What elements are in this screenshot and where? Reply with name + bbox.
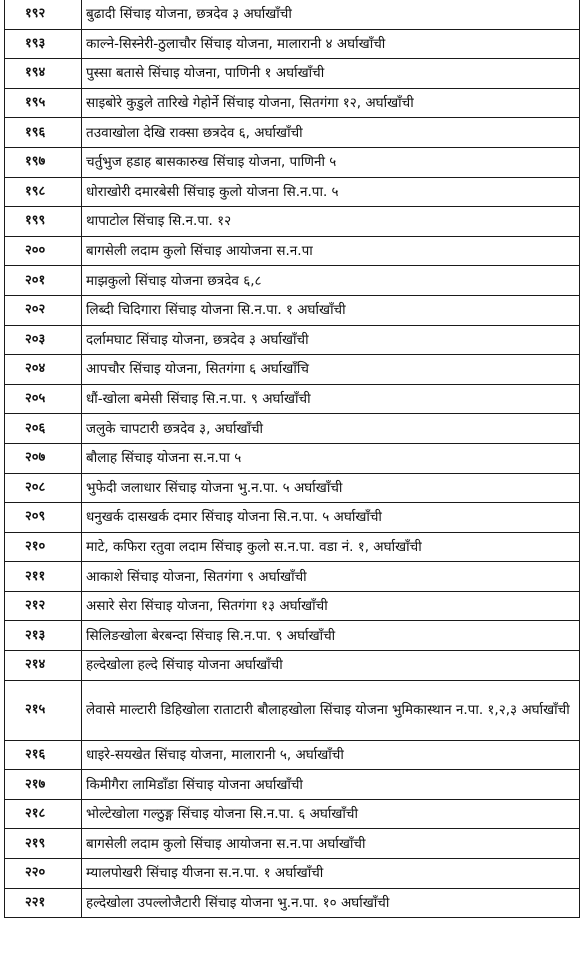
table-row	[5, 503, 580, 533]
table-row	[5, 295, 580, 325]
project-name-cell: चर्तुभुज हडाह बासकारुख सिंचाइ योजना, पाणिनी ५	[82, 147, 580, 177]
project-name-cell: लेवासे माल्टारी डिहिखोला राताटारी बौलाहखोला सिंचाइ योजना भुमिकास्थान न.पा. १,२,३ अर्घाखाँची	[82, 680, 580, 740]
serial-number-cell: २०२	[5, 295, 82, 325]
table-row	[5, 414, 580, 444]
table-row	[5, 266, 580, 296]
serial-number-cell: २१७	[5, 770, 82, 800]
table-row	[5, 799, 580, 829]
table-row	[5, 384, 580, 414]
serial-number-cell: १९६	[5, 118, 82, 148]
table-row	[5, 118, 580, 148]
project-name-cell: भोल्टेखोला गल्ठुङ्ग सिंचाइ योजना सि.न.पा. ६ अर्घाखाँची	[82, 799, 580, 829]
project-name-cell: माझकुलो सिंचाइ योजना छत्रदेव ६,८	[82, 266, 580, 296]
serial-number-cell: २११	[5, 562, 82, 592]
table-row	[5, 532, 580, 562]
serial-number-cell: २१५	[5, 680, 82, 740]
project-name-cell: धौं-खोला बमेसी सिंचाइ सि.न.पा. ९ अर्घाखाँची	[82, 384, 580, 414]
table-row	[5, 0, 580, 29]
table-row	[5, 651, 580, 681]
project-name-cell: आपचौर सिंचाइ योजना, सितगंगा ६ अर्घाखाँचि	[82, 355, 580, 385]
project-name-cell: म्यालपोखरी सिंचाइ यीजना स.न.पा. १ अर्घाखाँची	[82, 859, 580, 889]
table-row	[5, 207, 580, 237]
project-name-cell: काल्ने-सिस्नेरी-ठुलाचौर सिंचाइ योजना, मालारानी ४ अर्घाखाँची	[82, 29, 580, 59]
serial-number-cell: २०४	[5, 355, 82, 385]
serial-number-cell: २०६	[5, 414, 82, 444]
serial-number-cell: २०८	[5, 473, 82, 503]
project-name-cell: हल्देखोला हल्दे सिंचाइ योजना अर्घाखाँची	[82, 651, 580, 681]
serial-number-cell: २१८	[5, 799, 82, 829]
table-row	[5, 621, 580, 651]
table-row	[5, 177, 580, 207]
project-name-cell: धाइरे-सयखेत सिंचाइ योजना, मालारानी ५, अर्घाखाँची	[82, 740, 580, 770]
serial-number-cell: २०३	[5, 325, 82, 355]
serial-number-cell: १९९	[5, 207, 82, 237]
serial-number-cell: २१३	[5, 621, 82, 651]
table-row	[5, 591, 580, 621]
table-row	[5, 859, 580, 889]
serial-number-cell: २१०	[5, 532, 82, 562]
serial-number-cell: १९८	[5, 177, 82, 207]
project-name-cell: बौलाह सिंचाइ योजना स.न.पा ५	[82, 443, 580, 473]
project-name-cell: बागसेली लदाम कुलो सिंचाइ आयोजना स.न.पा अर्घाखाँची	[82, 829, 580, 859]
project-name-cell: भुफेदी जलाधार सिंचाइ योजना भु.न.पा. ५ अर्घाखाँची	[82, 473, 580, 503]
table-row	[5, 443, 580, 473]
project-name-cell: लिब्दी चिदिगारा सिंचाइ योजना सि.न.पा. १ अर्घाखाँची	[82, 295, 580, 325]
table-row	[5, 562, 580, 592]
serial-number-cell: १९२	[5, 0, 82, 29]
serial-number-cell: १९४	[5, 59, 82, 89]
project-name-cell: दर्लामघाट सिंचाइ योजना, छत्रदेव ३ अर्घाखाँची	[82, 325, 580, 355]
table-row	[5, 888, 580, 918]
serial-number-cell: २०५	[5, 384, 82, 414]
serial-number-cell: २१६	[5, 740, 82, 770]
table-row	[5, 740, 580, 770]
project-name-cell: माटे, कफिरा रतुवा लदाम सिंचाइ कुलो स.न.पा. वडा नं. १, अर्घाखाँची	[82, 532, 580, 562]
project-name-cell: धोराखोरी दमारबेसी सिंचाइ कुलो योजना सि.न.पा. ५	[82, 177, 580, 207]
serial-number-cell: १९३	[5, 29, 82, 59]
serial-number-cell: २०९	[5, 503, 82, 533]
table-row	[5, 325, 580, 355]
irrigation-project-table	[4, 0, 580, 918]
project-name-cell: बुढादी सिंचाइ योजना, छत्रदेव ३ अर्घाखाँची	[82, 0, 580, 29]
project-name-cell: जलुके चापटारी छत्रदेव ३, अर्घाखाँची	[82, 414, 580, 444]
serial-number-cell: १९५	[5, 88, 82, 118]
table-row	[5, 147, 580, 177]
project-name-cell: आकाशे सिंचाइ योजना, सितगंगा ९ अर्घाखाँची	[82, 562, 580, 592]
table-row	[5, 88, 580, 118]
project-name-cell: थापाटोल सिंचाइ सि.न.पा. १२	[82, 207, 580, 237]
project-name-cell: बागसेली लदाम कुलो सिंचाइ आयोजना स.न.पा	[82, 236, 580, 266]
table-row	[5, 829, 580, 859]
table-row	[5, 770, 580, 800]
project-name-cell: धनुखर्क दासखर्क दमार सिंचाइ योजना सि.न.पा. ५ अर्घाखाँची	[82, 503, 580, 533]
project-name-cell: सिलिङखोला बेरबन्दा सिंचाइ सि.न.पा. ९ अर्घाखाँची	[82, 621, 580, 651]
table-row	[5, 59, 580, 89]
serial-number-cell: २१४	[5, 651, 82, 681]
project-name-cell: असारे सेरा सिंचाइ योजना, सितगंगा १३ अर्घाखाँची	[82, 591, 580, 621]
serial-number-cell: २२०	[5, 859, 82, 889]
table-row	[5, 355, 580, 385]
project-name-cell: तउवाखोला देखि राक्सा छत्रदेव ६, अर्घाखाँची	[82, 118, 580, 148]
serial-number-cell: २०७	[5, 443, 82, 473]
project-name-cell: पुस्सा बतासे सिंचाइ योजना, पाणिनी १ अर्घाखाँची	[82, 59, 580, 89]
serial-number-cell: २००	[5, 236, 82, 266]
project-name-cell: किमीगैरा लामिडाँडा सिंचाइ योजना अर्घाखाँची	[82, 770, 580, 800]
table-row	[5, 29, 580, 59]
table-row	[5, 473, 580, 503]
serial-number-cell: २२१	[5, 888, 82, 918]
serial-number-cell: २०१	[5, 266, 82, 296]
serial-number-cell: २१२	[5, 591, 82, 621]
serial-number-cell: २१९	[5, 829, 82, 859]
table-body	[5, 0, 580, 918]
project-name-cell: साइबोरे कुडुले तारिखे गेहोर्ने सिंचाइ योजना, सितगंगा १२, अर्घाखाँची	[82, 88, 580, 118]
serial-number-cell: १९७	[5, 147, 82, 177]
table-row	[5, 680, 580, 740]
table-row	[5, 236, 580, 266]
project-name-cell: हल्देखोला उपल्लोजैटारी सिंचाइ योजना भु.न.पा. १० अर्घाखाँची	[82, 888, 580, 918]
